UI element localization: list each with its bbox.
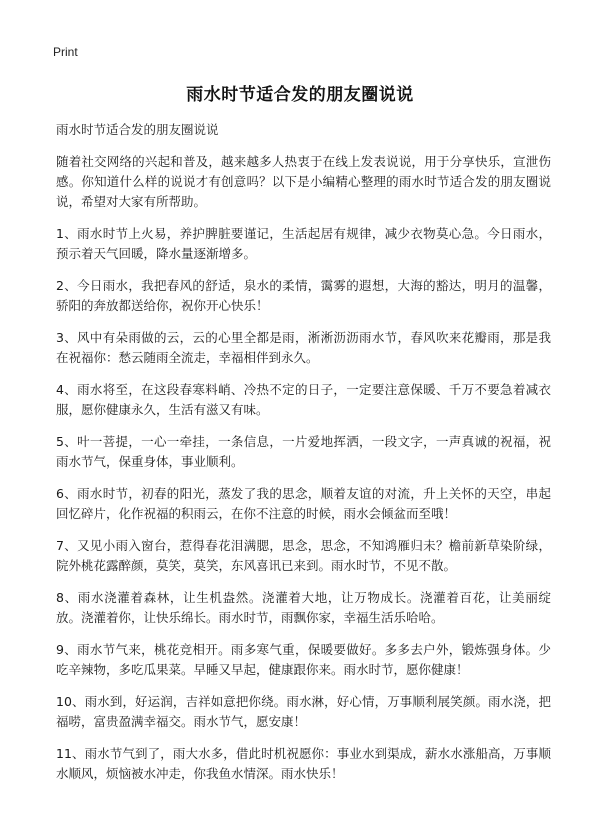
list-item: 9、雨水节气来，桃花竞相开。雨多寒气重，保暖要做好。多多去户外，锻炼强身体。少吃辛辣物，多吃瓜果菜。早睡又早起，健康跟你来。雨水时节，愿你健康！	[56, 642, 551, 677]
list-item: 1、雨水时节上火易，养护脾脏要谨记，生活起居有规律，减少衣物莫心急。今日雨水，预示着天气回暖，降水量逐渐增多。	[56, 226, 551, 261]
list-item: 11、雨水节气到了，雨大水多，借此时机祝愿你：事业水到渠成，薪水水涨船高，万事顺水顺风，烦恼被水冲走，你我鱼水情深。雨水快乐！	[56, 746, 551, 781]
print-link[interactable]: Print	[53, 45, 78, 59]
list-item: 2、今日雨水，我把春风的舒适，泉水的柔情，霭雾的遐想，大海的豁达，明月的温馨，骄阳的奔放都送给你，祝你开心快乐！	[56, 278, 551, 313]
list-item: 10、雨水到，好运润，吉祥如意把你绕。雨水淋，好心情，万事顺利展笑颜。雨水浇，把福唠，富贵盈满幸福交。雨水节气，愿安康！	[56, 694, 551, 729]
list-item: 8、雨水浇灌着森林，让生机盎然。浇灌着大地，让万物成长。浇灌着百花，让美丽绽放。浇灌着你，让快乐绵长。雨水时节，雨飘你家，幸福生活乐哈哈。	[56, 590, 551, 625]
list-item: 5、叶一菩提，一心一牵挂，一条信息，一片爱地挥洒，一段文字，一声真诚的祝福，祝雨水节气，保重身体，事业顺利。	[56, 434, 551, 469]
list-item: 7、又见小雨入窗台，惹得春花泪满腮，思念，思念，不知鸿雁归未？檐前新草染阶绿，院外桃花露醉颜，莫笑，莫笑，东风喜讯已来到。雨水时节，不见不散。	[56, 538, 551, 573]
intro-paragraph: 随着社交网络的兴起和普及，越来越多人热衷于在线上发表说说，用于分享快乐，宣泄伤感。你知道什么样的说说才有创意吗？以下是小编精心整理的雨水时节适合发的朋友圈说说，希望对大家有所帮助。	[56, 154, 551, 209]
document-body	[56, 120, 551, 796]
list-item: 6、雨水时节，初春的阳光，蒸发了我的思念，顺着友谊的对流，升上关怀的天空，串起回忆碎片，化作祝福的积雨云，在你不注意的时候，雨水会倾盆而至哦！	[56, 486, 551, 521]
list-item: 4、雨水将至，在这段春寒料峭、冷热不定的日子，一定要注意保暖、千万不要急着减衣服，愿你健康永久，生活有滋又有味。	[56, 382, 551, 417]
document-subtitle: 雨水时节适合发的朋友圈说说	[56, 122, 219, 137]
list-item: 3、风中有朵雨做的云，云的心里全都是雨，淅淅沥沥雨水节，春风吹来花瓣雨，那是我在祝福你：愁云随雨全流走，幸福相伴到永久。	[56, 330, 551, 365]
document-title: 雨水时节适合发的朋友圈说说	[186, 85, 414, 105]
